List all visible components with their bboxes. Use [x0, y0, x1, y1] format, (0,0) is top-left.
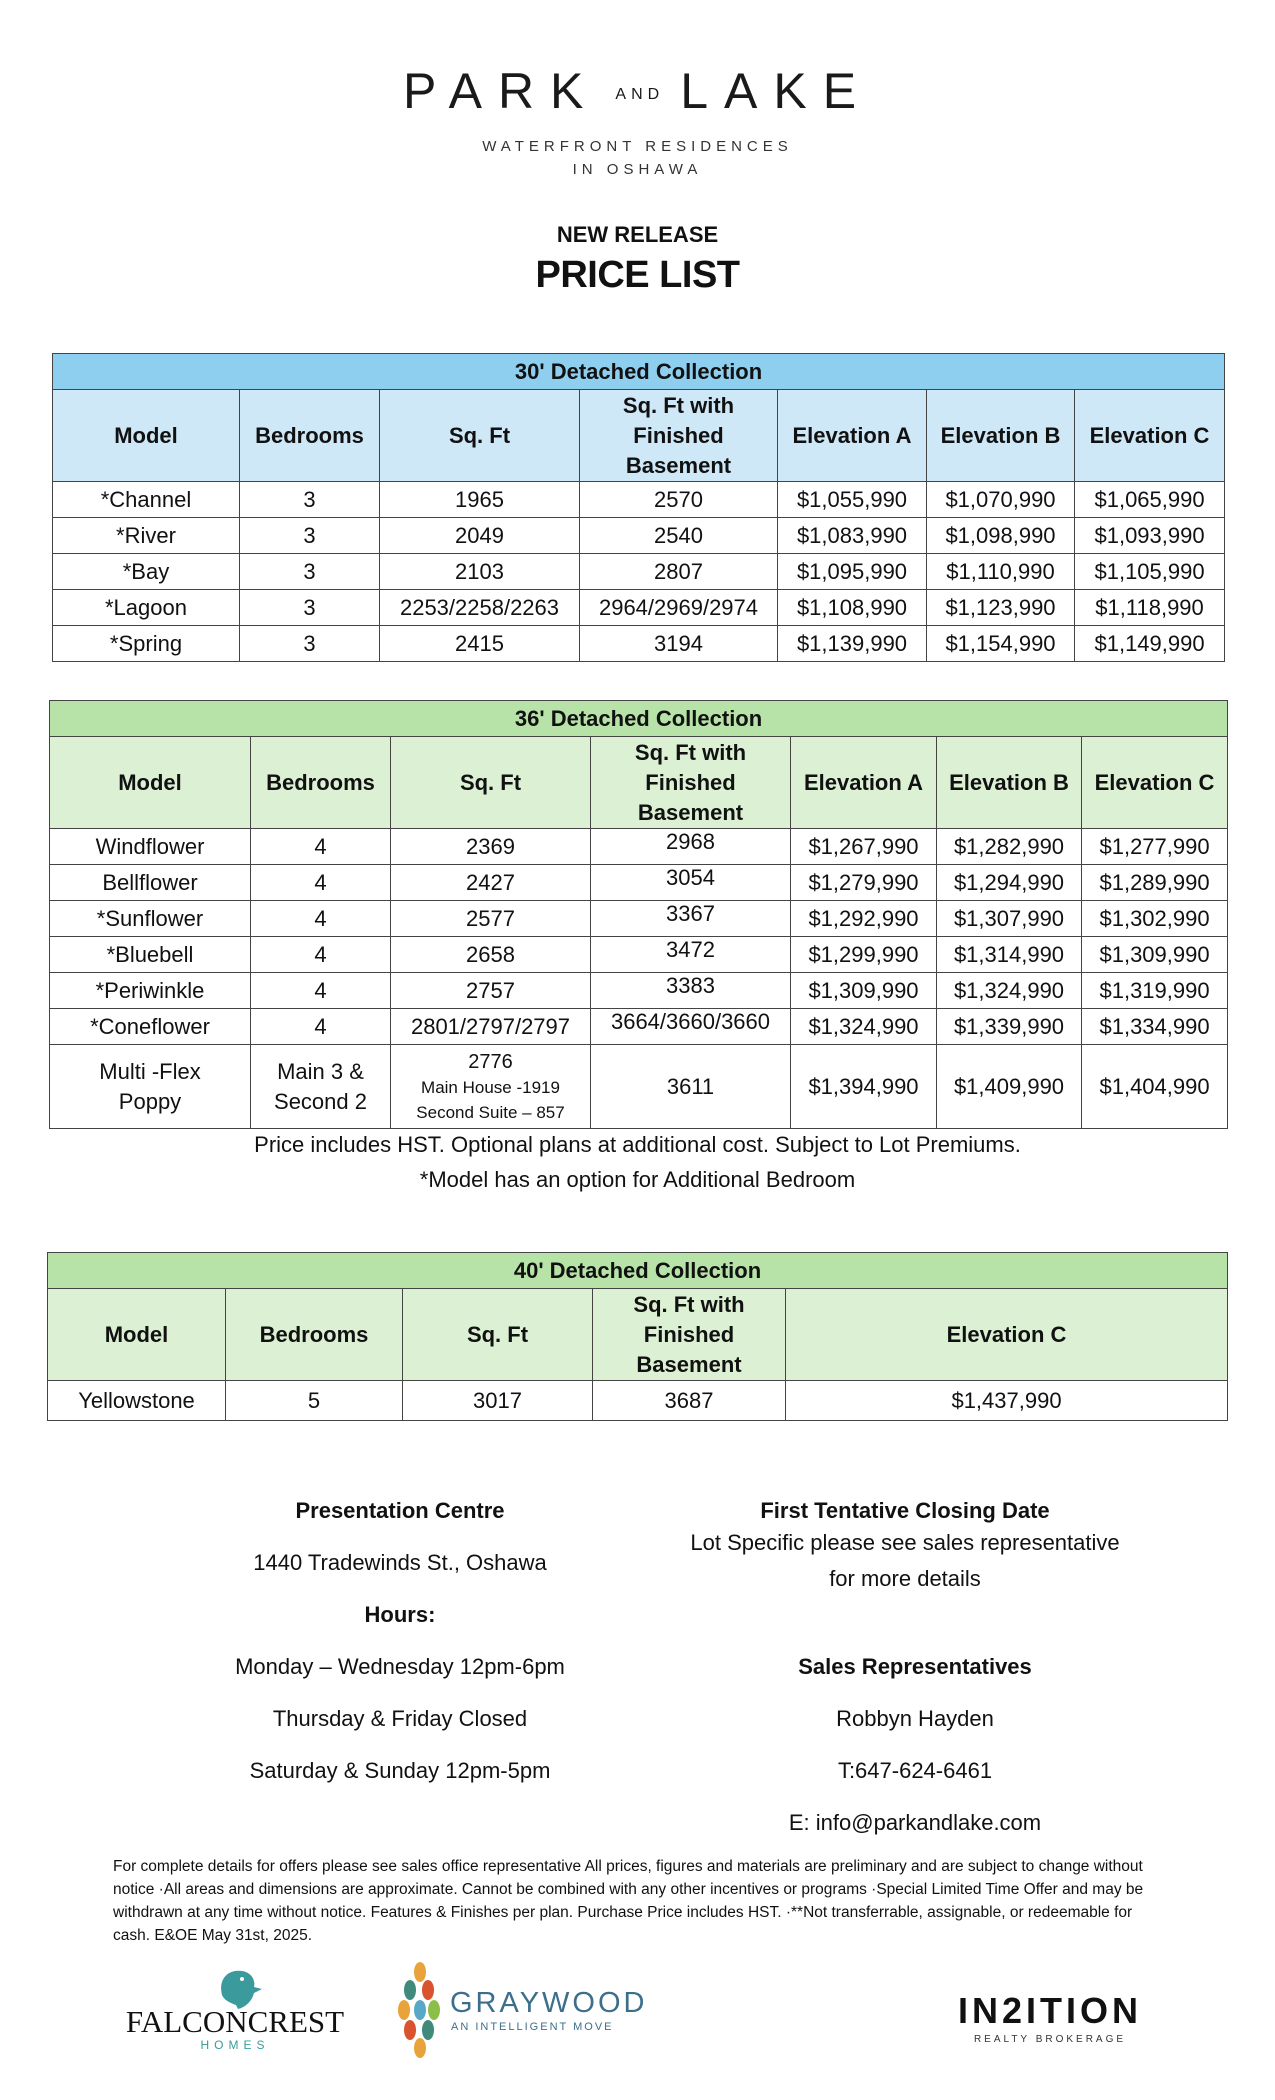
col-header-bedrooms: Bedrooms — [251, 737, 391, 829]
cell-bedrooms — [251, 1045, 391, 1129]
disclaimer: For complete details for offers please see sales office representative All prices, figures and materials are preliminary and are subject to change without notice ·All areas and dimensions are approximate. Cannot be combined with any other incentives or programs ·Special Limited Time Offer and may be withdrawn at any time without notice. Features & Finishes per plan. Purchase Price includes HST. ·**Not transferrable, assignable, or redeemable for cash. E&OE May 31st, 2025. — [113, 1858, 1144, 1944]
table-row — [50, 1045, 1228, 1129]
cell-sqft-basement: 3054 — [591, 865, 791, 901]
cell-elevation-b: $1,110,990 — [927, 554, 1075, 590]
cell-sqft: 2253/2258/2263 — [380, 590, 580, 626]
hours-weekend: Saturday & Sunday 12pm-5pm — [249, 1758, 551, 1783]
cell-sqft: 2415 — [380, 626, 580, 662]
cell-sqft: 2049 — [380, 518, 580, 554]
cell-elevation-b: $1,294,990 — [937, 865, 1082, 901]
table-row — [50, 901, 1228, 937]
page-title: PRICE LIST — [535, 254, 740, 296]
table-30-caption: 30' Detached Collection — [53, 354, 1225, 390]
cell-sqft-basement: 3367 — [591, 901, 791, 937]
cell-sqft-basement: 2570 — [580, 482, 778, 518]
closing-date-line-2: for more details — [829, 1566, 981, 1591]
in2ition-sub: REALTY BROKERAGE — [973, 2034, 1127, 2045]
table-row — [48, 1381, 1228, 1421]
sqft-second-suite: Second Suite – 857 — [416, 1103, 565, 1122]
cell-model: *Coneflower — [50, 1009, 251, 1045]
logo-word-and: AND — [615, 86, 665, 103]
cell-elevation-c: $1,319,990 — [1082, 973, 1228, 1009]
cell-model: *Bluebell — [50, 937, 251, 973]
table-row — [53, 482, 1225, 518]
cell-sqft: 2369 — [391, 829, 591, 865]
cell-bedrooms: 4 — [251, 973, 391, 1009]
table-row — [53, 554, 1225, 590]
in2ition-logo — [945, 1990, 1155, 2050]
sales-rep-name: Robbyn Hayden — [836, 1706, 994, 1731]
graywood-leaf-icon — [390, 1960, 650, 2060]
cell-sqft-basement: 2807 — [580, 554, 778, 590]
cell-sqft-basement: 3687 — [593, 1381, 786, 1421]
cell-model: *Channel — [53, 482, 240, 518]
cell-sqft: 2801/2797/2797 — [391, 1009, 591, 1045]
cell-sqft-basement: 3664/3660/3660 — [591, 1009, 791, 1045]
table-36-body — [50, 829, 1228, 1045]
logo-subtitle-1: WATERFRONT RESIDENCES — [482, 138, 793, 155]
cell-sqft: 3017 — [403, 1381, 593, 1421]
bedrooms-line-1: Main 3 & — [277, 1058, 364, 1084]
table-row — [50, 1009, 1228, 1045]
cell-elevation-a: $1,108,990 — [778, 590, 927, 626]
cell-sqft — [391, 1045, 591, 1129]
col-header-sqft-basement: Sq. Ft with Finished Basement — [591, 737, 791, 829]
sales-rep-phone: T:647-624-6461 — [837, 1758, 993, 1783]
cell-elevation-b: $1,282,990 — [937, 829, 1082, 865]
cell-elevation-a: $1,095,990 — [778, 554, 927, 590]
cell-elevation-a: $1,324,990 — [791, 1009, 937, 1045]
cell-elevation-b: $1,339,990 — [937, 1009, 1082, 1045]
cell-elevation-b: $1,154,990 — [927, 626, 1075, 662]
cell-elevation-b: $1,070,990 — [927, 482, 1075, 518]
cell-elevation-b: $1,324,990 — [937, 973, 1082, 1009]
cell-bedrooms: 3 — [240, 626, 380, 662]
cell-elevation-c: $1,093,990 — [1075, 518, 1225, 554]
table-row — [53, 590, 1225, 626]
col-header-elevation-b: Elevation B — [937, 737, 1082, 829]
hours-weekday: Monday – Wednesday 12pm-6pm — [235, 1654, 565, 1679]
presentation-address: 1440 Tradewinds St., Oshawa — [253, 1550, 547, 1575]
table-40-body — [48, 1381, 1228, 1421]
price-note: Price includes HST. Optional plans at additional cost. Subject to Lot Premiums. — [254, 1132, 1021, 1157]
closing-date-line-1: Lot Specific please see sales representative — [690, 1530, 1120, 1555]
cell-elevation-a: $1,055,990 — [778, 482, 927, 518]
table-30-detached — [52, 353, 1225, 662]
cell-elevation-c: $1,277,990 — [1082, 829, 1228, 865]
cell-model: *Bay — [53, 554, 240, 590]
cell-model: Yellowstone — [48, 1381, 226, 1421]
cell-sqft-basement: 2968 — [591, 829, 791, 865]
cell-elevation-a: $1,139,990 — [778, 626, 927, 662]
cell-sqft-basement: 2964/2969/2974 — [580, 590, 778, 626]
cell-elevation-c: $1,437,990 — [786, 1381, 1228, 1421]
cell-elevation-c: $1,105,990 — [1075, 554, 1225, 590]
cell-sqft-basement: 3611 — [591, 1045, 791, 1129]
cell-elevation-a: $1,279,990 — [791, 865, 937, 901]
cell-elevation-c: $1,289,990 — [1082, 865, 1228, 901]
cell-sqft-basement: 3194 — [580, 626, 778, 662]
bedrooms-line-2: Second 2 — [274, 1088, 367, 1114]
col-header-bedrooms: Bedrooms — [240, 390, 380, 482]
cell-sqft-basement: 3383 — [591, 973, 791, 1009]
cell-elevation-c: $1,065,990 — [1075, 482, 1225, 518]
model-line-1: Multi -Flex — [99, 1058, 201, 1084]
cell-bedrooms: 3 — [240, 518, 380, 554]
table-row — [50, 865, 1228, 901]
table-row — [53, 626, 1225, 662]
cell-sqft: 1965 — [380, 482, 580, 518]
graywood-wordmark: GRAYWOOD — [450, 1987, 648, 2019]
cell-elevation-a: $1,394,990 — [791, 1045, 937, 1129]
col-header-model: Model — [53, 390, 240, 482]
logo-subtitle-2: IN OSHAWA — [572, 161, 703, 178]
table-36-caption: 36' Detached Collection — [50, 701, 1228, 737]
col-header-elevation-c: Elevation C — [1075, 390, 1225, 482]
cell-bedrooms: 3 — [240, 590, 380, 626]
cell-bedrooms: 4 — [251, 901, 391, 937]
col-header-sqft: Sq. Ft — [391, 737, 591, 829]
cell-model: Windflower — [50, 829, 251, 865]
bedroom-option-note: *Model has an option for Additional Bedroom — [419, 1167, 856, 1192]
hours-thu-fri: Thursday & Friday Closed — [272, 1706, 528, 1731]
park-and-lake-logo — [0, 62, 1275, 178]
table-30-body — [53, 482, 1225, 662]
cell-bedrooms: 4 — [251, 829, 391, 865]
hours-label: Hours: — [364, 1602, 436, 1627]
col-header-sqft-basement: Sq. Ft with Finished Basement — [580, 390, 778, 482]
cell-model: *Spring — [53, 626, 240, 662]
cell-bedrooms: 4 — [251, 937, 391, 973]
model-line-2: Poppy — [118, 1088, 182, 1114]
cell-elevation-a: $1,292,990 — [791, 901, 937, 937]
cell-model: *Lagoon — [53, 590, 240, 626]
logo-word-park: PARK — [402, 63, 600, 119]
cell-bedrooms: 4 — [251, 865, 391, 901]
cell-bedrooms: 3 — [240, 554, 380, 590]
sales-reps-title: Sales Representatives — [798, 1654, 1032, 1679]
cell-sqft-basement: 2540 — [580, 518, 778, 554]
col-header-sqft: Sq. Ft — [380, 390, 580, 482]
col-header-model: Model — [50, 737, 251, 829]
cell-sqft: 2427 — [391, 865, 591, 901]
cell-bedrooms: 5 — [226, 1381, 403, 1421]
cell-elevation-c: $1,118,990 — [1075, 590, 1225, 626]
falcon-bird-icon — [110, 1965, 360, 2055]
sqft-main-house: Main House -1919 — [421, 1078, 560, 1097]
cell-elevation-b: $1,098,990 — [927, 518, 1075, 554]
cell-model: Bellflower — [50, 865, 251, 901]
cell-bedrooms: 4 — [251, 1009, 391, 1045]
cell-elevation-c: $1,149,990 — [1075, 626, 1225, 662]
cell-elevation-a: $1,083,990 — [778, 518, 927, 554]
cell-elevation-a: $1,309,990 — [791, 973, 937, 1009]
cell-elevation-a: $1,299,990 — [791, 937, 937, 973]
table-row — [50, 973, 1228, 1009]
falconcrest-sub: HOMES — [200, 2038, 270, 2052]
cell-model: *River — [53, 518, 240, 554]
col-header-sqft: Sq. Ft — [403, 1289, 593, 1381]
cell-sqft: 2658 — [391, 937, 591, 973]
col-header-elevation-a: Elevation A — [791, 737, 937, 829]
cell-elevation-c: $1,404,990 — [1082, 1045, 1228, 1129]
graywood-logo — [390, 1960, 650, 2060]
table-40-detached — [47, 1252, 1228, 1421]
cell-elevation-b: $1,409,990 — [937, 1045, 1082, 1129]
cell-elevation-b: $1,307,990 — [937, 901, 1082, 937]
cell-sqft: 2577 — [391, 901, 591, 937]
cell-elevation-b: $1,314,990 — [937, 937, 1082, 973]
cell-elevation-a: $1,267,990 — [791, 829, 937, 865]
cell-model: *Sunflower — [50, 901, 251, 937]
table-40-caption: 40' Detached Collection — [48, 1253, 1228, 1289]
col-header-sqft-basement: Sq. Ft with Finished Basement — [593, 1289, 786, 1381]
new-release-label: NEW RELEASE — [556, 222, 719, 247]
cell-elevation-c: $1,334,990 — [1082, 1009, 1228, 1045]
graywood-sub: AN INTELLIGENT MOVE — [451, 2021, 614, 2033]
falconcrest-wordmark: FALCONCREST — [125, 2004, 345, 2039]
sqft-total: 2776 — [468, 1051, 513, 1073]
cell-sqft: 2103 — [380, 554, 580, 590]
col-header-bedrooms: Bedrooms — [226, 1289, 403, 1381]
closing-date-title: First Tentative Closing Date — [760, 1498, 1050, 1523]
col-header-model: Model — [48, 1289, 226, 1381]
table-row — [53, 518, 1225, 554]
cell-elevation-b: $1,123,990 — [927, 590, 1075, 626]
cell-elevation-c: $1,309,990 — [1082, 937, 1228, 973]
cell-elevation-c: $1,302,990 — [1082, 901, 1228, 937]
table-row — [50, 937, 1228, 973]
falconcrest-logo — [110, 1965, 360, 2055]
table-row — [50, 829, 1228, 865]
col-header-elevation-c: Elevation C — [786, 1289, 1228, 1381]
col-header-elevation-a: Elevation A — [778, 390, 927, 482]
cell-model — [50, 1045, 251, 1129]
sales-rep-email[interactable]: E: info@parkandlake.com — [788, 1810, 1042, 1835]
cell-sqft-basement: 3472 — [591, 937, 791, 973]
cell-sqft: 2757 — [391, 973, 591, 1009]
cell-bedrooms: 3 — [240, 482, 380, 518]
table-36-detached — [49, 700, 1228, 1129]
cell-model: *Periwinkle — [50, 973, 251, 1009]
col-header-elevation-c: Elevation C — [1082, 737, 1228, 829]
presentation-centre-title: Presentation Centre — [295, 1498, 505, 1523]
logo-word-lake: LAKE — [680, 63, 873, 119]
in2ition-wordmark: IN2ITION — [957, 1990, 1142, 2031]
col-header-elevation-b: Elevation B — [927, 390, 1075, 482]
